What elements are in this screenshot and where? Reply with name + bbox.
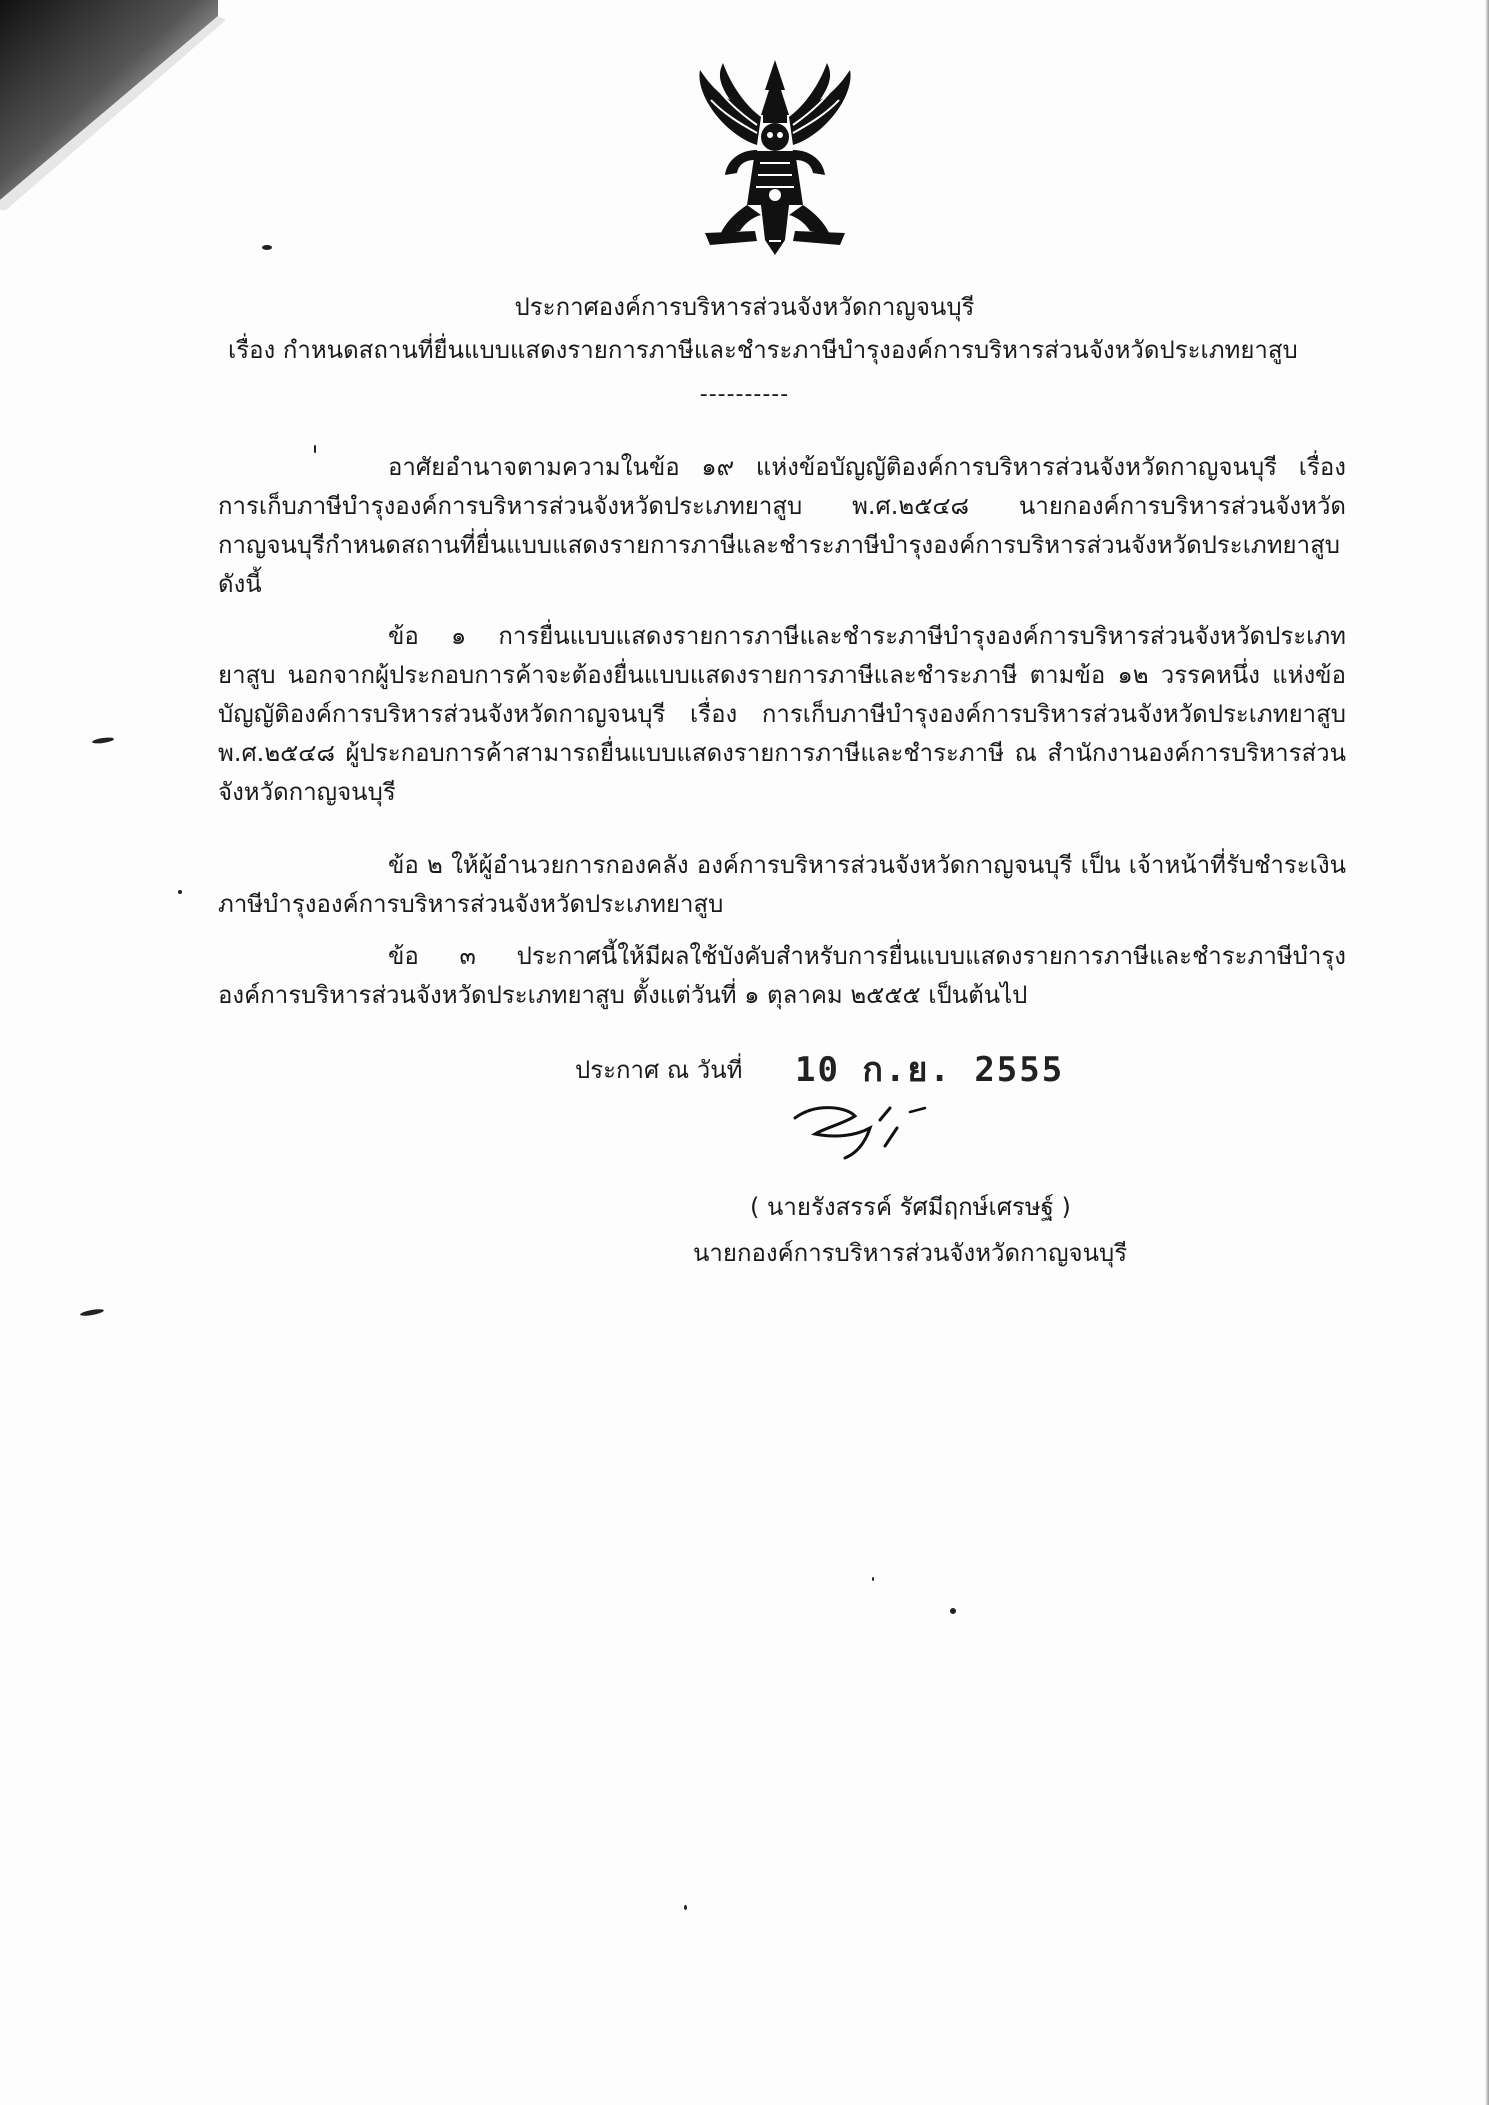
scan-speck [80, 1308, 105, 1317]
folded-corner [0, 0, 230, 210]
scan-speck [314, 445, 316, 453]
scan-speck [684, 1905, 687, 1910]
clause-2-text: ข้อ ๒ ให้ผู้อำนวยการกองคลัง องค์การบริหารส่วนจังหวัดกาญจนบุรี เป็น เจ้าหน้าที่รับชำระเงินภาษีบำรุงองค์การบริหารส่วนจังหวัดประเภทยาสูบ [218, 851, 1346, 918]
clause-1-text: ข้อ ๑ การยื่นแบบแสดงรายการภาษีและชำระภาษีบำรุงองค์การบริหารส่วนจังหวัดประเภทยาสูบ นอกจากผู้ประกอบการค้าจะต้องยื่นแบบแสดงรายการภาษีและชำระภาษี ตามข้อ ๑๒ วรรคหนึ่ง แห่งข้อบัญญัติองค์การบริหารส่วนจังหวัดกาญจนบุรี เรื่อง การเก็บภาษีบำรุงองค์การบริหารส่วนจังหวัดประเภทยาสูบ พ.ศ.๒๕๔๘ ผู้ประกอบการค้าสามารถยื่นแบบแสดงรายการภาษีและชำระภาษี ณ สำนักงานองค์การบริหารส่วนจังหวัดกาญจนบุรี [218, 622, 1346, 806]
garuda-emblem-icon [665, 55, 885, 265]
clause-3-text: ข้อ ๓ ประกาศนี้ให้มีผลใช้บังคับสำหรับการยื่นแบบแสดงรายการภาษีและชำระภาษีบำรุงองค์การบริหารส่วนจังหวัดประเภทยาสูบ ตั้งแต่วันที่ ๑ ตุลาคม ๒๕๕๕ เป็นต้นไป [218, 942, 1346, 1009]
announce-date-label: ประกาศ ณ วันที่ [575, 1056, 743, 1084]
paragraph-clause-2 [218, 846, 1346, 924]
handwritten-signature [785, 1098, 955, 1178]
signer-name: ( นายรังสรรค์ รัศมีฤกษ์เศรษฐ์ ) [750, 1193, 1071, 1221]
scan-speck [950, 1608, 956, 1614]
scan-speck [178, 890, 182, 894]
paragraph-intro-text: อาศัยอำนาจตามความในข้อ ๑๙ แห่งข้อบัญญัติองค์การบริหารส่วนจังหวัดกาญจนบุรี เรื่อง การเก็บภาษีบำรุงองค์การบริหารส่วนจังหวัดประเภทยาสูบ พ.ศ.๒๕๔๘ นายกองค์การบริหารส่วนจังหวัดกาญจนบุรีกำหนดสถานที่ยื่นแบบแสดงรายการภาษีและชำระภาษีบำรุงองค์การบริหารส่วนจังหวัดประเภทยาสูบ ดังนี้ [218, 453, 1346, 598]
paragraph-clause-1 [218, 617, 1346, 812]
document-subject: เรื่อง กำหนดสถานที่ยื่นแบบแสดงรายการภาษีและชำระภาษีบำรุงองค์การบริหารส่วนจังหวัดประเภทยาสูบ [228, 336, 1298, 364]
scan-speck [92, 736, 114, 744]
divider: ---------- [699, 382, 790, 407]
stamped-date: 10 ก.ย. 2555 [795, 1050, 1065, 1090]
scan-speck [872, 1577, 874, 1581]
scan-edge [1485, 0, 1489, 2105]
paragraph-clause-3 [218, 937, 1346, 1015]
document-title: ประกาศองค์การบริหารส่วนจังหวัดกาญจนบุรี [514, 293, 975, 321]
signer-position: นายกองค์การบริหารส่วนจังหวัดกาญจนบุรี [693, 1239, 1128, 1267]
paragraph-intro [218, 448, 1346, 604]
scan-speck [262, 245, 272, 250]
